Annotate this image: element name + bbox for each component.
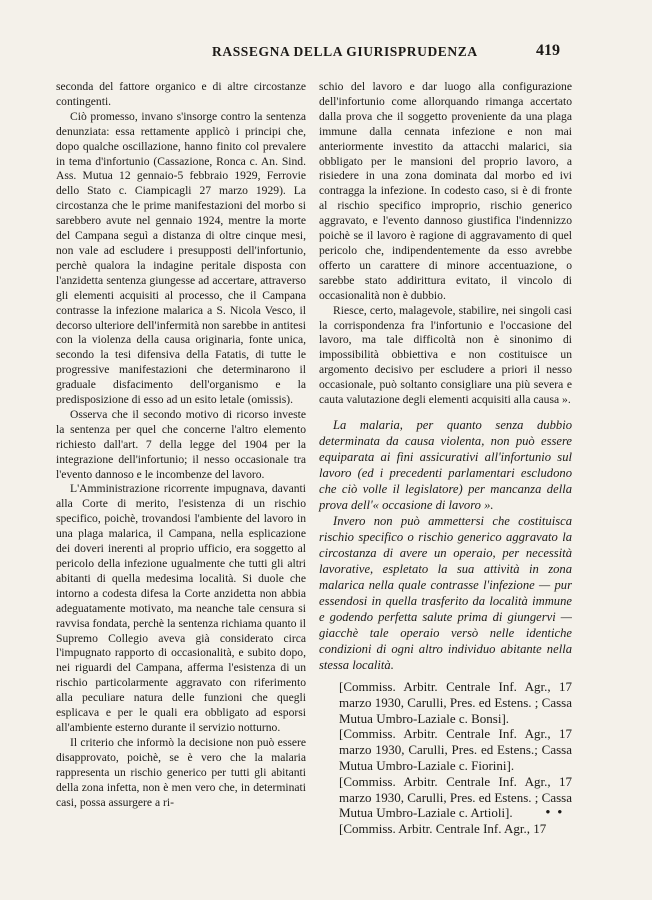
citation: [Commiss. Arbitr. Centrale Inf. Agr., 17 marzo 1930, Carulli, Pres. ed Estens. ; Cassa Mutua Umbro-Laziale c. Bonsi]. (339, 678, 572, 726)
left-column (56, 80, 306, 810)
citation: [Commiss. Arbitr. Centrale Inf. Agr., 17 marzo 1930, Carulli, Pres. ed Estens. ; Cassa Mutua Umbro-Laziale c. Artioli]. (339, 773, 572, 821)
footer-mark: • • (545, 804, 564, 819)
section-spacer (319, 408, 572, 417)
paragraph: Ciò promesso, invano s'insorge contro la sentenza denunziata: essa rettamente applicò i principi che, dopo qualche oscillazione, hanno finito col prevalere in tema d'infortunio (Cassazione, Ronca c. An. Sind. Ass. Mutua 12 gennaio-5 febbraio 1929, Ferrovie dello Stato c. Ciampicagli 27 marzo 1929). La circostanza che le prime manifestazioni del morbo si sarebbero avute nel gennaio 1924, mentre la morte del Campana seguì a distanza di oltre cinque mesi, non vale ad escludere i presupposti dell'infortunio, perchè qualora la indagine peritale disposta con l'anzidetta sentenza giungesse ad accertare, attraverso gli elementi acquisiti al processo, che il Campana contrasse la infezione malarica a S. Nicola Vesco, il decorso ulteriore dell'infermità non sarebbe in antitesi con la violenza della causa originaria, fonte unica, secondo la tesi difensiva della Fatatis, di tutte le progressive manifestazioni che determinarono il graduale disfacimento dell'organismo e la predisposizione di esso ad un esito letale (omissis). (56, 109, 306, 407)
paragraph: schio del lavoro e dar luogo alla configurazione dell'infortunio come allorquando rimanga accertato dalla prova che il soggetto proveniente da una plaga immune dalla cennata infezione e non mai anteriormente investito da attacchi malarici, sia obbligato per le mansioni del proprio lavoro, a risiedere in una zona dominata dal morbo ed ivi contragga la infezione. In codesto caso, si è di fronte al rischio specifico improprio, rischio generico aggravato, e l'evento dannoso giustifica l'indennizzo poichè se il lavoro è ragione di aggravamento di quel pericolo che, indipendentemente da esso avrebbe offerto un carattere di minore accentuazione, o sarebbe stato addirittura evitato, il vincolo di occasionalità non è dubbio. (319, 80, 572, 302)
paragraph: seconda del fattore organico e di altre circostanze contingenti. (56, 80, 306, 108)
citation: [Commiss. Arbitr. Centrale Inf. Agr., 17 (339, 821, 547, 837)
citation: [Commiss. Arbitr. Centrale Inf. Agr., 17 marzo 1930, Carulli, Pres. ed Estens.; Cassa Mutua Umbro-Laziale c. Fiorini]. (339, 726, 572, 773)
maxim: Invero non può ammettersi che costituisca rischio specifico o rischio generico aggravato la circostanza di avere un operaio, per necessità lavorative, espletato la sua attività in zona malarica nella quale contrasse l'infezione — pur essendosi in quella trasferito da località immune e godendo perfetta salute prima di giungervi — giacchè tale operaio versò nelle identiche condizioni di ogni altro individuo abitante nella stessa località. (319, 513, 572, 672)
paragraph: Il criterio che informò la decisione non può essere disapprovato, poichè, se è vero che la malaria rappresenta un rischio generico per tutti gli abitanti della zona infetta, non è men vero che, in determinati casi, possa assurgere a ri- (56, 735, 306, 809)
right-column (319, 80, 572, 837)
running-title: RASSEGNA DELLA GIURISPRUDENZA (212, 44, 478, 59)
paragraph: Riesce, certo, malagevole, stabilire, nei singoli casi la corrispondenza fra l'infortunio e l'occasione del lavoro, ma tale difficoltà non è sinonimo di impossibilità obbiettiva e non costituisce un argomento decisivo per escludere a priori il nesso occasionale, può soltanto consigliare una più severa e cauta valutazione degli elementi acquisiti alla causa ». (319, 303, 572, 407)
page-number: 419 (536, 42, 560, 59)
paragraph: L'Amministrazione ricorrente impugnava, davanti alla Corte di merito, l'esistenza di un rischio specifico, poichè, trovandosi l'ambiente del lavoro in una plaga malarica, il Campana, nella esplicazione dei doveri inerenti al proprio ufficio, era soggetto al pericolo della infezione ugualmente che tutti gli altri abitanti di quella medesima località. Si duole che intorno a codesta difesa la Corte anzidetta non abbia adeguatamente motivato, ma neanche tale censura si ravvisa fondata, perchè la sentenza richiama quanto il Supremo Collegio aveva già considerato circa l'impugnato rapporto di occasionalità, e subito dopo, nei riguardi del Campana, afferma l'esistenza di un rischio particolarmente aggravato con riferimento alla peculiare natura delle funzioni che quegli esplicava e per le quali era obbligato ad esporsi all'ambiente esterno durante il servizio notturno. (56, 482, 306, 734)
paragraph: Osserva che il secondo motivo di ricorso investe la sentenza per quel che concerne l'altro elemento richiesto dall'art. 7 della legge del 1904 per la integrazione dell'infortunio; il nesso occasionale tra l'evento dannoso e le incombenze del lavoro. (56, 407, 306, 481)
maxim: La malaria, per quanto senza dubbio determinata da causa violenta, non può essere equiparata ai fini assicurativi all'infortunio sul lavoro (ed i precedenti parlamentari escludono che ciò volle il legislatore) per mancanza della prova dell'« occasione di lavoro ». (319, 417, 572, 512)
